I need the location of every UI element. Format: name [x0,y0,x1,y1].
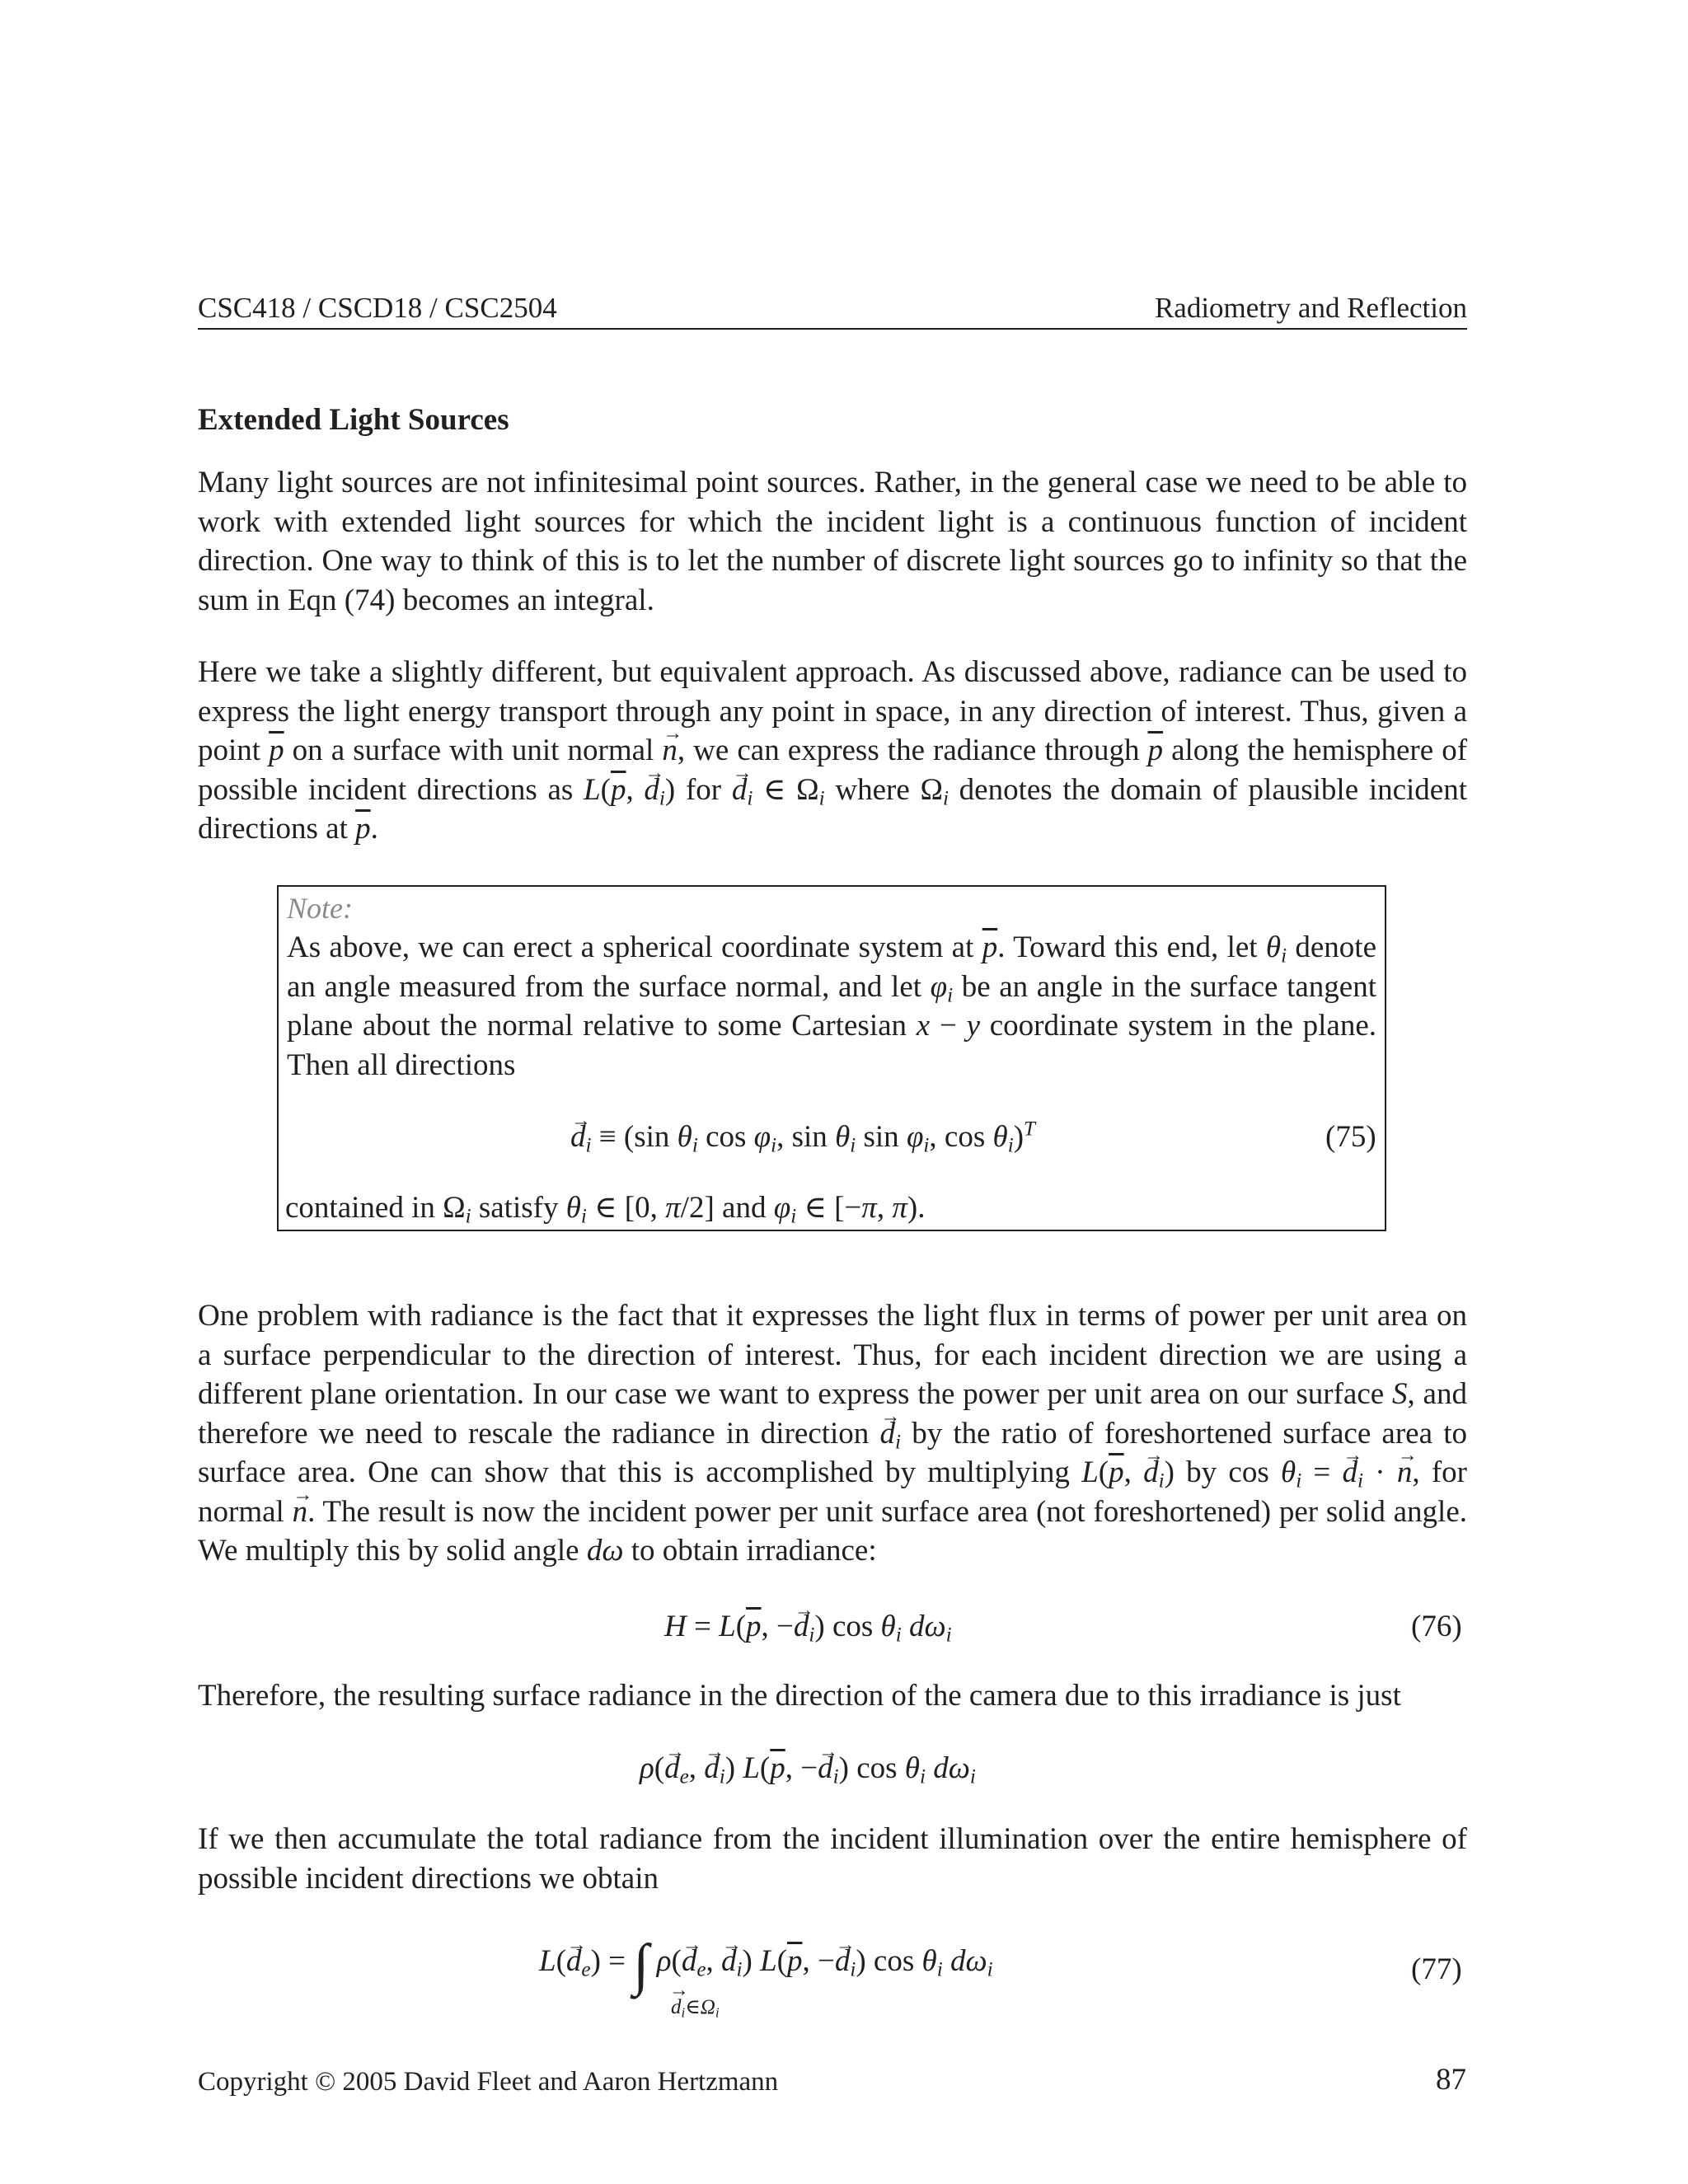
page-number: 87 [1436,2063,1466,2097]
equation-76: $H = L(\overline{p}$, −→ $d_i$) $\cos \theta_i$ $d\omega_i$ [664,1607,952,1647]
paragraph-accumulate: If we then accumulate the total radiance from the incident illumination over the entire hemisphere of possible incident directions we obtain [198,1822,1467,1896]
equation-76-number: (76) [1411,1610,1462,1643]
note-conclusion: contained in $\Omega_i$ satisfy $\theta_i$ ∈ [0, π/2] and $\varphi_i$ ∈ [−π, π). [285,1191,926,1228]
paragraph-foreshortening: One problem with radiance is the fact that it expresses the light flux in terms of power per unit area on a surface perpendicular to the direction of interest. Thus, for each incident direction we are using a different plane orientation. In our case we want to express the power per unit area on our surface S, and therefore we need to rescale the radiance in direction → $d_i$ by the ratio of foreshortened surface area to surface area. One can show that this is accomplished by multiplying $L(\overline{p}$, → $d_i$) by $\cos \theta_i$ = → $d_i$ · → n, for normal → n. The result is now the incident power per unit surface area (not foreshortened) per solid angle. We multiply this by solid angle dω to obtain irradiance: [198,1296,1467,1571]
note-label: Note: [287,892,353,925]
paragraph-surface-radiance: Therefore, the resulting surface radiance in the direction of the camera due to this irradiance is just [198,1679,1401,1713]
paragraph-radiance-domain: Here we take a slightly different, but equivalent approach. As discussed above, radiance can be used to express the light energy transport through any point in space, in any direction of interest. Thus, given a point $\overline{p}$ on a surface with unit normal → n, we can express the radiance through $\overline{p}$ along the hemisphere of possible incident directions as $L(\overline{p}$, → $d_i$) for → $d_i$ ∈ $\Omega_i$ where $\Omega_i$ denotes the domain of plausible incident directions at $\overline{p}$. [198,653,1467,849]
paragraph-intro: Many light sources are not infinitesimal point sources. Rather, in the general case we need to be able to work with extended light sources for which the incident light is a continuous function of incident direction. One way to think of this is to let the number of discrete light sources go to infinity so that the sum in Eqn (74) becomes an integral. [198,466,1467,617]
running-header [198,290,1467,330]
integral-domain: → $d_i\in\Omega_i$ [671,1994,720,2019]
equation-77: $L(\to d_e)$ = ∫ $\rho(\to d_e$, → $d_i$) $L(\overline{p}$, −→ $d_i$) $\cos \theta_i$ $d\omega_i$ [539,1942,993,1985]
equation-75: → $d_i \equiv (\sin$ $\theta_i$ $\cos \varphi_i$, $\sin \theta_i$ $\sin \varphi_i$, $\cos \theta_i)^T$ [570,1118,1035,1157]
footer-copyright: Copyright © 2005 David Fleet and Aaron Hertzmann [198,2067,779,2097]
equation-77-number: (77) [1411,1952,1462,1986]
equation-75-number: (75) [1325,1120,1376,1154]
note-box [277,885,1386,1231]
equation-unnumbered: $\rho(\to d_e$, → $d_i$) $L(\overline{p}$, −→ $d_i$) $\cos \theta_i$ $d\omega_i$ [640,1749,976,1788]
header-course-codes: CSC418 / CSCD18 / CSC2504 [198,292,557,324]
section-title: Extended Light Sources [198,403,509,437]
note-text: As above, we can erect a spherical coordinate system at $\overline{p}$. Toward this end, let $\theta_i$ denote an angle measured from the surface normal, and let $\varphi_i$ be an angle in the surface tangent plane about the normal relative to some Cartesian x − y coordinate system in the plane. Then all directions [287,930,1376,1082]
header-chapter-title: Radiometry and Reflection [1154,292,1467,324]
